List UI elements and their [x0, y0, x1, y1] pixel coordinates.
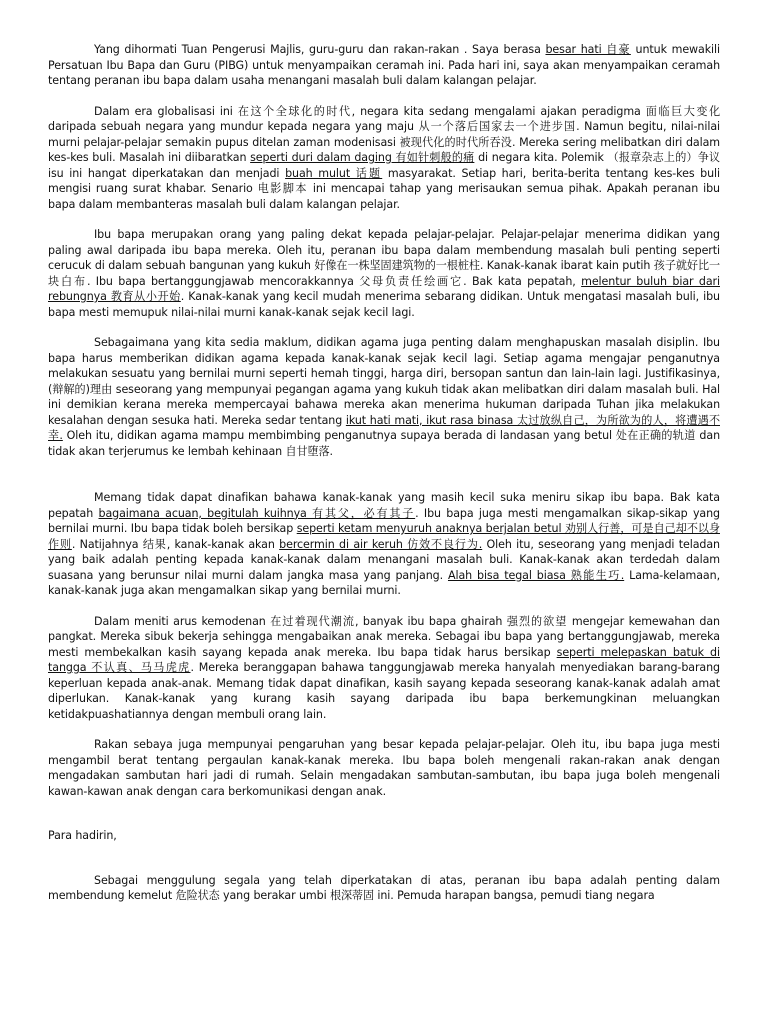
text-segment: Oleh itu, seseorang yang menjadi teladan yang baik adalah penting kepada kanak-kanak dalam menangani masalah buli. Kanak-kanak akan terdedah dalam suasana yang berunsur nilai murni dalam jangka masa yang panjang. — [48, 537, 720, 582]
paragraph-peers — [48, 737, 720, 799]
text-segment: masyarakat. Setiap hari, berita-berita tentang kes-kes buli mengisi ruang surat khabar. Senario 电影脚本 ini mencapai tahap yang merisaukan semua pihak. Apakah peranan ibu bapa dalam membanteras masalah buli dalam kalangan pelajar. — [48, 166, 721, 211]
underlined-phrase: bercermin di air keruh 仿效不良行为. — [279, 537, 483, 551]
text-segment: Oleh itu, didikan agama mampu membimbing penganutnya supaya berada di landasan yang betul 处在正确的轨道 dan tidak akan terjerumus ke lembah kehinaan 自甘堕落. — [48, 429, 720, 458]
text-segment: Rakan sebaya juga mempunyai pengaruhan yang besar kepada pelajar-pelajar. Oleh itu, ibu bapa juga mesti mengambil berat tentang pergaulan kanak-kanak mereka. Ibu bapa boleh mengenali rakan-rakan anak dengan mengadakan sambutan hari jadi di rumah. Selain mengadakan sambutan-sambutan, ibu bapa juga boleh mengenali kawan-kawan anak dengan cara berkomunikasi dengan anak. — [48, 738, 720, 798]
underlined-phrase: seperti ketam menyuruh anaknya berjalan betul 劝别人行善，可是自己却不以身作则 — [48, 522, 720, 551]
paragraph-salutation — [48, 828, 720, 844]
text-segment: Ibu bapa merupakan orang yang paling dekat kepada pelajar-pelajar. Pelajar-pelajar menerima didikan yang paling awal daripada ibu bapa mereka. Oleh itu, peranan ibu bapa dalam membendung masalah buli penting seperti cerucuk di dalam sebuah bangunan yang kukuh 好像在一株坚固建筑物的一根桩柱. Kanak-kanak ibarat kain putih 孩子就好比一块白布. Ibu bapa bertanggungjawab mencorakkannya 父母负责任绘画它. Bak kata pepatah, — [48, 228, 720, 288]
paragraph-modernisation — [48, 614, 720, 723]
text-segment: Lama-kelamaan, kanak-kanak juga akan mengamalkan sikap yang bernilai murni. — [48, 568, 720, 597]
text-segment: . Mereka beranggapan bahawa tanggungjawab mereka hanyalah menyediakan barang-barang keperluan kepada anak-anak. Memang tidak dapat dinafikan, kasih sayang kepada seseorang kanak-kanak adalah amat diperlukan. Kanak-kanak yang kurang kasih sayang daripada ibu bapa berkemungkinan meluangkan ketidakpuashatiannya dengan membuli orang lain. — [48, 661, 720, 721]
underlined-phrase: seperti melepaskan batuk di tangga 不认真、马马虎虎 — [48, 645, 720, 674]
text-segment: Memang tidak dapat dinafikan bahawa kanak-kanak yang masih kecil suka meniru sikap ibu bapa. Bak kata pepatah — [48, 491, 720, 520]
underlined-phrase: ikut hati mati, ikut rasa binasa 太过放纵自己，为所欲为的人，将遭遇不幸. — [48, 413, 720, 442]
underlined-phrase: besar hati 自豪 — [545, 43, 631, 56]
text-segment: . Ibu bapa juga mesti mengamalkan sikap-sikap yang bernilai murni. Ibu bapa tidak boleh bersikap — [48, 506, 720, 535]
paragraph-parents-closest — [48, 227, 720, 320]
text-segment: di negara kita. Polemik （报章杂志上的）争议 isu ini hangat diperkatakan dan menjadi — [48, 151, 720, 180]
text-segment: . Kanak-kanak yang kecil mudah menerima sebarang didikan. Untuk mengatasi masalah buli, ibu bapa mesti memupuk nilai-nilai murni kanak-kanak sejak kecil lagi. — [48, 290, 720, 319]
underlined-phrase: melentur buluh biar dari rebungnya 教育从小开始 — [48, 274, 720, 303]
paragraph-religious-education — [48, 335, 720, 459]
text-segment: Yang dihormati Tuan Pengerusi Majlis, guru-guru dan rakan-rakan . Saya berasa — [94, 43, 546, 56]
text-segment: . Natijahnya 结果, kanak-kanak akan — [71, 537, 280, 551]
text-segment: Dalam meniti arus kemodenan 在过着现代潮流, banyak ibu bapa ghairah 强烈的欲望 mengejar kemewahan dan pangkat. Mereka sibuk bekerja sehingga mengabaikan anak mereka. Sebagai ibu bapa yang bertanggungjawab, mereka mesti membekalkan kasih sayang kepada anak mereka. Ibu bapa tidak harus bersikap — [48, 614, 720, 659]
text-segment: untuk mewakili Persatuan Ibu Bapa dan Guru (PIBG) untuk menyampaikan ceramah ini. Pada hari ini, saya akan menyampaikan ceramah tentang peranan ibu bapa dalam usaha menangani masalah buli dalam kalangan pelajar. — [48, 43, 720, 87]
paragraph-role-model — [48, 490, 720, 599]
paragraph-globalisation — [48, 104, 720, 213]
text-segment: Para hadirin, — [48, 829, 117, 842]
paragraph-opening — [48, 42, 720, 89]
underlined-phrase: bagaimana acuan, begitulah kuihnya 有其父，必有其子 — [98, 506, 416, 520]
underlined-phrase: buah mulut 话题 — [285, 166, 383, 180]
text-segment: Sebagai menggulung segala yang telah diperkatakan di atas, peranan ibu bapa adalah penting dalam membendung kemelut 危险状态 yang berakar umbi 根深蒂固 ini. Pemuda harapan bangsa, pemudi tiang negara — [48, 873, 720, 902]
paragraph-conclusion — [48, 873, 720, 904]
underlined-phrase: Alah bisa tegal biasa 熟能生巧. — [447, 568, 625, 582]
text-segment: Dalam era globalisasi ini 在这个全球化的时代, negara kita sedang mengalami ajakan peradigma 面临巨大变化 daripada sebuah negara yang mundur kepada negara yang maju 从一个落后国家去一个进步国. Namun begitu, nilai-nilai murni pelajar-pelajar semakin pupus ditelan zaman modenisasi 被现代化的时代所吞没. Mereka sering melibatkan diri dalam kes-kes buli. Masalah ini diibaratkan — [48, 104, 720, 164]
text-segment: Sebagaimana yang kita sedia maklum, didikan agama juga penting dalam menghapuskan masalah disiplin. Ibu bapa harus memberikan didikan agama kepada kanak-kanak sejak kecil lagi. Setiap agama mengajar penganutnya melakukan sesuatu yang bernilai murni seperti hemah tinggi, harga diri, bersopan santun dan lain-lain lagi. Justifikasinya,(辩解的)理由 seseorang yang mempunyai pegangan agama yang kukuh tidak akan melibatkan diri dalam masalah buli. Hal ini demikian kerana mereka mempercayai bahawa mereka akan menerima hukuman daripada Tuhan jika melakukan kesalahan dengan sesuka hati. Mereka sedar tentang — [48, 336, 720, 427]
underlined-phrase: seperti duri dalam daging 有如针刺般的痛 — [250, 151, 475, 164]
